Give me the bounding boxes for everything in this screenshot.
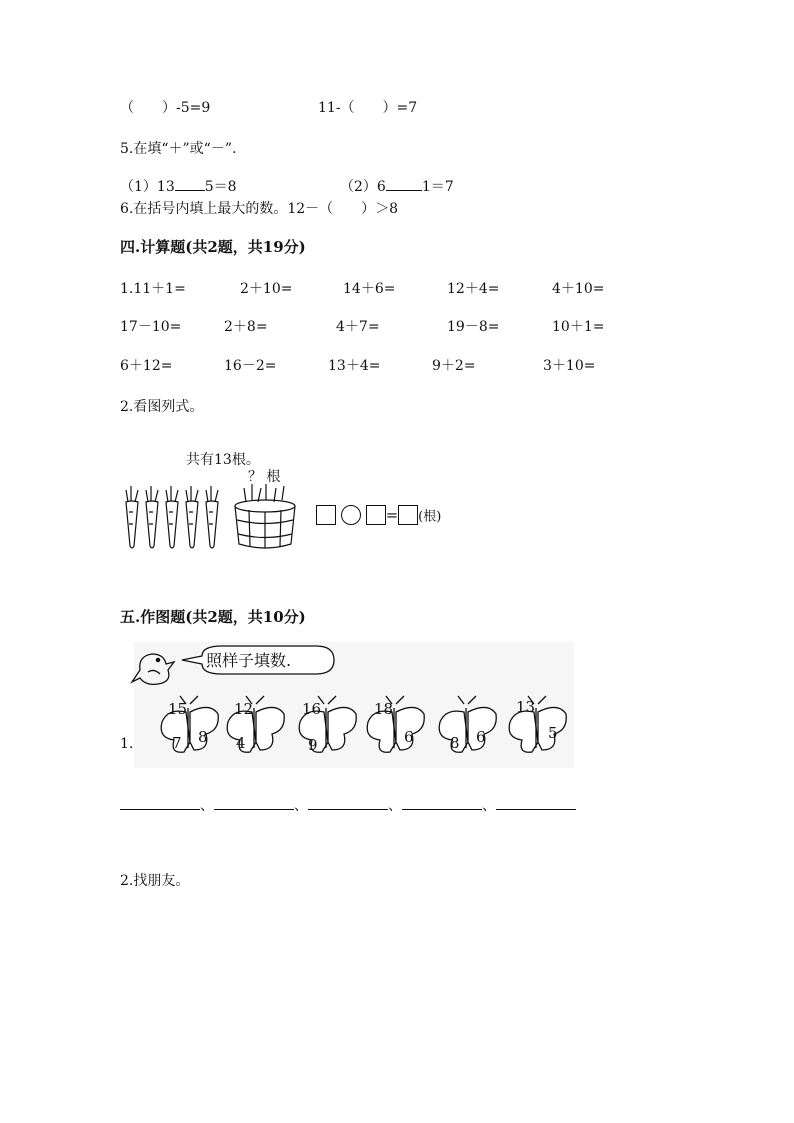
- butterfly-2-left: 4: [236, 734, 246, 752]
- calc-r1c2: 4＋7=: [336, 319, 380, 335]
- carrot-illustration: [118, 480, 318, 552]
- answer-box-3[interactable]: [398, 505, 418, 525]
- equals-sign: =: [385, 506, 399, 524]
- calc-r0c3: 12＋4=: [447, 281, 500, 297]
- answer-line-2[interactable]: [214, 795, 294, 810]
- butterfly-5-right: 6: [476, 728, 486, 746]
- answer-box-2[interactable]: [366, 505, 386, 525]
- equation-template: [316, 505, 441, 525]
- butterfly-4-right: 6: [404, 728, 414, 746]
- q5-part2-prefix: （2）6: [340, 179, 386, 195]
- butterfly-illustration: [120, 642, 580, 772]
- top-right-equation: 11-（ ）=7: [318, 100, 418, 116]
- calc-r1c4: 10＋1=: [552, 319, 605, 335]
- answer-line-3[interactable]: [308, 795, 388, 810]
- section5-title: 五.作图题(共2题，共10分): [120, 608, 306, 626]
- q5-part2: [340, 176, 454, 196]
- calc-r2c3: 9＋2=: [432, 358, 476, 374]
- item-label: 1.: [120, 736, 134, 752]
- calc-r0c0: 1.11＋1=: [120, 281, 186, 297]
- calc-r1c1: 2＋8=: [224, 319, 268, 335]
- calc-r2c4: 3＋10=: [543, 358, 596, 374]
- sep-3: 、: [388, 798, 402, 814]
- carrot-question-label: ？ 根: [248, 469, 281, 485]
- q5-part2-blank[interactable]: [386, 176, 422, 191]
- calc-r0c1: 2＋10=: [240, 281, 293, 297]
- calc-r1c3: 19－8=: [447, 319, 500, 335]
- q2-title: 2.看图列式。: [120, 399, 204, 415]
- butterfly-1-left: 7: [172, 734, 182, 752]
- answer-line-5[interactable]: [496, 795, 576, 810]
- sep-1: 、: [200, 798, 214, 814]
- butterfly-6-right: 5: [548, 724, 558, 742]
- answer-line-4[interactable]: [402, 795, 482, 810]
- butterfly-3-top: 16: [302, 700, 322, 718]
- butterfly-5-left: 8: [450, 734, 460, 752]
- sep-2: 、: [294, 798, 308, 814]
- q5-text: 5.在填“＋”或“－”.: [120, 141, 237, 157]
- section4-title: 四.计算题(共2题，共19分): [120, 238, 306, 256]
- calc-r2c0: 6＋12=: [120, 358, 173, 374]
- operator-circle[interactable]: [341, 505, 361, 525]
- calc-r0c4: 4＋10=: [552, 281, 605, 297]
- speech-text: 照样子填数.: [206, 651, 292, 670]
- butterfly-1-right: 8: [198, 728, 208, 746]
- carrot-total-label: 共有13根。: [186, 452, 260, 468]
- butterfly-3-left: 9: [308, 736, 318, 754]
- butterfly-6-top: 13: [516, 698, 536, 716]
- calc-r2c1: 16－2=: [224, 358, 277, 374]
- q5-part1-prefix: （1）13: [120, 179, 175, 195]
- answer-lines: [120, 795, 576, 815]
- calc-r1c0: 17－10=: [120, 319, 182, 335]
- calc-r2c2: 13＋4=: [328, 358, 381, 374]
- calc-r0c2: 14＋6=: [343, 281, 396, 297]
- q5-part1: [120, 176, 237, 196]
- unit-label: (根): [418, 509, 442, 525]
- butterfly-4-top: 18: [374, 700, 394, 718]
- butterfly-2-top: 12: [234, 700, 254, 718]
- butterfly-1-top: 15: [168, 700, 188, 718]
- q5-part1-suffix: 5＝8: [204, 179, 237, 195]
- q6-text: 6.在括号内填上最大的数。12－（ ）＞8: [120, 201, 399, 217]
- q5-part1-blank[interactable]: [175, 176, 205, 191]
- answer-line-1[interactable]: [120, 795, 200, 810]
- answer-box-1[interactable]: [316, 505, 336, 525]
- q5-part2-suffix: 1＝7: [421, 179, 454, 195]
- sep-4: 、: [482, 798, 496, 814]
- top-left-equation: （ ）-5=9: [120, 100, 211, 116]
- q-friends-title: 2.找朋友。: [120, 873, 190, 889]
